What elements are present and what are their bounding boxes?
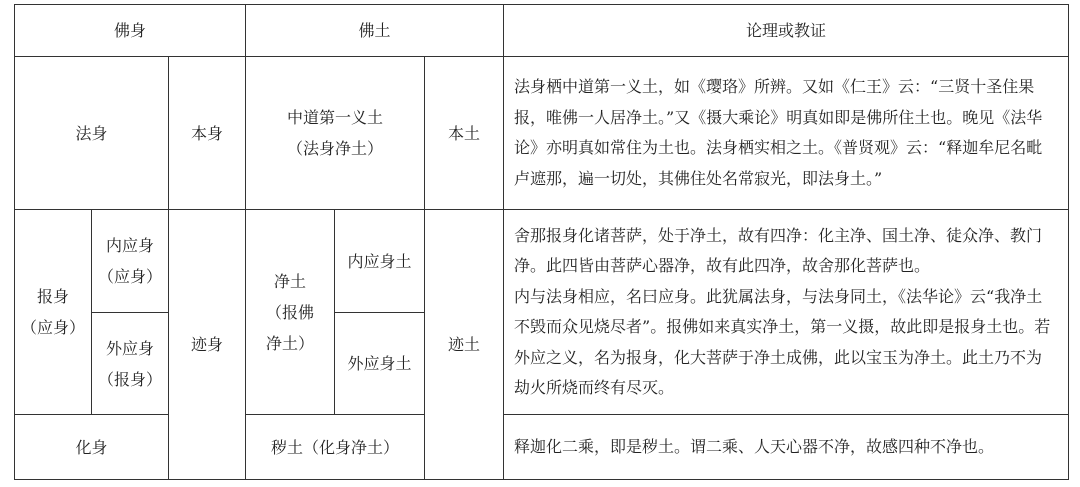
cell-wai-yingshen (92, 313, 169, 415)
nei-yingshen-line1: 内应身 (105, 236, 154, 255)
header-li-li: 论理或教证 (504, 5, 1069, 57)
buddha-body-land-table (14, 4, 1069, 480)
jingtu-line2: （报佛 (266, 302, 315, 322)
baoshen-text-para2: 内与法身相应，名曰应身。此犹属法身，与法身同土，《法华论》云“我净土不毁而众见烧尽者”。报佛如来真实净土，第一义摄，故此即是报身土也。若外应之义，名为报身，化大菩萨于净土成佛，此以宝玉为净土。此土乃不为劫火所烧而终有尽灭。 (514, 286, 1051, 397)
cell-nei-yingshen (92, 210, 169, 313)
header-fo-tu: 佛土 (246, 5, 504, 57)
baoshen-line2: （应身） (20, 318, 85, 337)
cell-huashen-text: 释迦化二乘，即是秽土。谓二乘、人天心器不净，故感四种不净也。 (504, 415, 1069, 480)
cell-zhongdao-tu (246, 57, 425, 210)
cell-hui-tu: 秽土（化身净土） (246, 415, 425, 480)
cell-jingtu (246, 210, 335, 415)
jingtu-line1: 净土 (274, 271, 307, 291)
cell-fashen-text: 法身栖中道第一义土，如《璎珞》所辨。又如《仁王》云：“三贤十圣住果报，唯佛一人居净土。”又《摄大乘论》明真如即是佛所住土也。晚见《法华论》亦明真如常住为土也。法身栖实相之土。《普贤观》云：“释迦牟尼名毗卢遮那，遍一切处，其佛住处名常寂光，即法身土。” (504, 57, 1069, 210)
wai-yingshen-line2: （报身） (97, 369, 162, 389)
cell-ben-tu: 本土 (425, 57, 504, 210)
zhongdao-tu-line1: 中道第一义土 (287, 108, 384, 127)
cell-baoshen (15, 210, 92, 415)
cell-huashen: 化身 (15, 415, 169, 480)
zhongdao-tu-line2: （法身净土） (287, 139, 384, 158)
nei-yingshen-line2: （应身） (97, 267, 162, 286)
wai-yingshen-line1: 外应身 (105, 338, 154, 358)
cell-fashen: 法身 (15, 57, 169, 210)
cell-wai-yingshen-tu: 外应身土 (335, 313, 425, 415)
cell-ben-shen: 本身 (169, 57, 246, 210)
cell-ji-tu: 迹土 (425, 210, 504, 480)
cell-baoshen-text (504, 210, 1069, 415)
baoshen-line1: 报身 (36, 287, 69, 306)
cell-ji-shen: 迹身 (169, 210, 246, 480)
jingtu-line3: 净土） (266, 333, 315, 353)
header-fo-shen: 佛身 (15, 5, 246, 57)
baoshen-text-para1: 舍那报身化诸菩萨，处于净土，故有四净：化主净、国土净、徒众净、教门净。此四皆由菩萨心器净，故有此四净，故舍那化菩萨也。 (514, 225, 1043, 275)
cell-nei-yingshen-tu: 内应身土 (335, 210, 425, 313)
